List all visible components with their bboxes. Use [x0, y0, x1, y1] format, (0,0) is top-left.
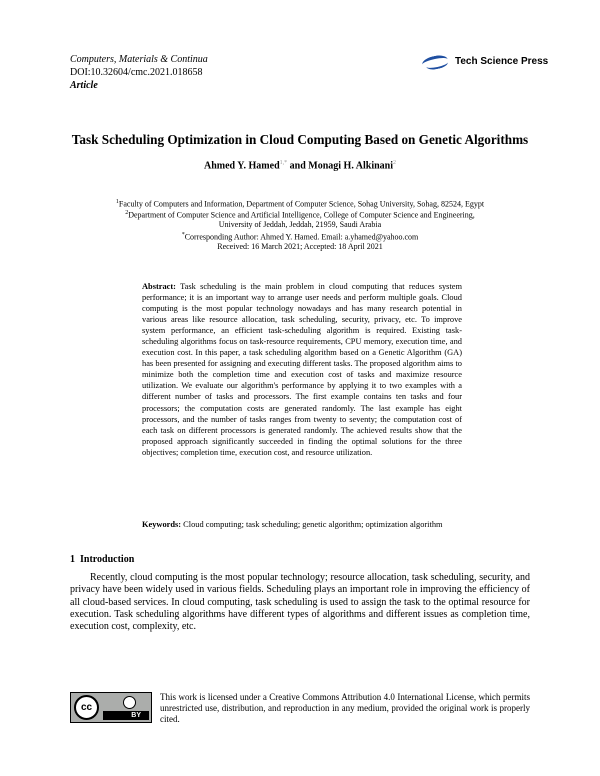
- attribution-person-icon: [123, 696, 136, 709]
- intro-text: Recently, cloud computing is the most popular technology; resource allocation, task scheduling, security, and privacy have been widely used in various fields. Scheduling plays an important role in improving the efficiency of all cloud-based services. In cloud computing, task scheduling is used to assign the task to the optimal resource for execution. Task scheduling algorithms have different types of algorithms and different issues as completion time, execution cost, complexity, etc.: [70, 572, 530, 633]
- affiliation-2-cont: University of Jeddah, Jeddah, 21959, Saudi Arabia: [218, 220, 382, 229]
- paper-title: Task Scheduling Optimization in Cloud Computing Based on Genetic Algorithms: [71, 132, 529, 147]
- abstract-label: Abstract:: [142, 282, 176, 291]
- section-heading: [70, 554, 134, 565]
- author-connector: and: [289, 160, 306, 172]
- author-name[interactable]: Monagi H. Alkinani: [308, 160, 394, 172]
- publisher-name: Tech Science Press: [455, 55, 549, 67]
- section-title: Introduction: [80, 554, 135, 565]
- received-dates: Received: 16 March 2021; Accepted: 18 April 2021: [217, 242, 383, 251]
- keywords: [142, 519, 462, 530]
- affiliation-text: Faculty of Computers and Information, Department of Computer Science, Sohag University, Sohag, 82524, Egypt: [118, 199, 485, 209]
- abstract: [142, 281, 462, 458]
- affiliation-superscript: *: [181, 232, 185, 238]
- section-number: 1: [70, 554, 75, 565]
- affiliation-text: Department of Computer Science and Artificial Intelligence, College of Computer Science and Engineering,: [128, 210, 475, 220]
- license-text: This work is licensed under a Creative Commons Attribution 4.0 International License, which permits unrestricted use, distribution, and reproduction in any medium, provided the original work is properly cited.: [160, 692, 530, 725]
- by-label: BY: [103, 711, 149, 720]
- author-superscript: 2: [393, 160, 397, 166]
- abstract-text: Task scheduling is the main problem in cloud computing that reduces system performance; it is an important way to arrange user needs and perform multiple goals. Cloud computing is the most popular technology nowadays and has many research potential in various areas like resource allocation, task scheduling, security, privacy, etc. To improve system performance, an efficient task-scheduling algorithm is required. Existing task-scheduling algorithms focus on task-resource requirements, CPU memory, execution time, and execution cost. In this paper, a task scheduling algorithm based on a Genetic Algorithm (GA) has been presented for assigning and executing different tasks. The proposed algorithm aims to minimize both the completion time and execution cost of tasks and maximize resource utilization. We evaluate our algorithm's performance by applying it to two examples with a different number of tasks and processors. The first example contains ten tasks and four processors; the computation costs are generated randomly. The last example has eight processors, and the number of tasks ranges from twenty to seventy; the computation cost of each task on different processors is generated randomly. The achieved results show that the proposed approach significantly succeeded in finding the optimal solutions for the three objectives; completion time, execution cost, and resource utilization.: [142, 282, 462, 457]
- author-superscript: 1,*: [279, 160, 288, 166]
- doi[interactable]: DOI:10.32604/cmc.2021.018658: [70, 67, 203, 78]
- corresponding-text: Corresponding Author: Ahmed Y. Hamed. Email: a.yhamed@yahoo.com: [184, 232, 419, 242]
- cc-by-badge[interactable]: [70, 692, 152, 723]
- author-list: [0, 160, 600, 171]
- author-name[interactable]: Ahmed Y. Hamed: [203, 160, 280, 172]
- cc-icon: cc: [74, 695, 99, 720]
- keywords-label: Keywords:: [142, 520, 182, 529]
- swoosh-icon: [422, 54, 452, 68]
- keywords-text: Cloud computing; task scheduling; genetic algorithm; optimization algorithm: [183, 520, 443, 529]
- intro-paragraph: [70, 572, 530, 633]
- article-type: Article: [70, 80, 98, 91]
- publisher-logo: [422, 53, 548, 69]
- affiliation-superscript: 1: [115, 199, 119, 205]
- journal-name: Computers, Materials & Continua: [70, 54, 208, 65]
- affiliation-superscript: 2: [125, 210, 129, 216]
